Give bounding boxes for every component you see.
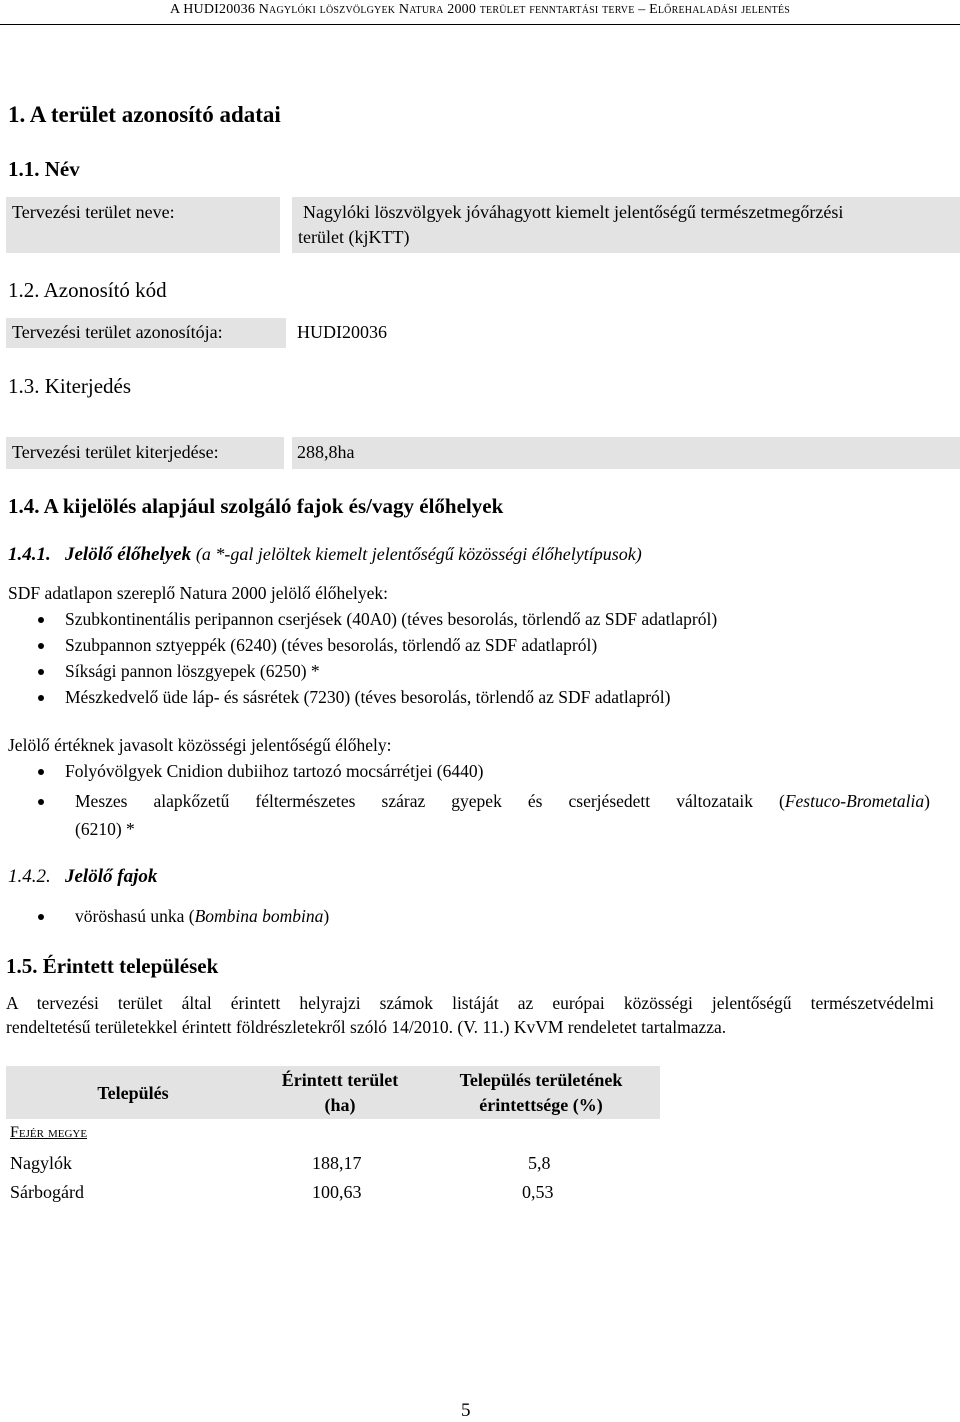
table-header-settlement: Település <box>97 1083 169 1103</box>
table-row-nagylok-area: 188,17 <box>312 1153 362 1173</box>
name-value-line2: terület (kjKTT) <box>298 227 410 247</box>
proposed-item-2-line1: Meszes alapkőzetű féltermészetes száraz gyepek és cserjésedett változataik (Festuco-Brometalia) <box>0 788 930 814</box>
table-row-nagylok-name: Nagylók <box>10 1153 72 1173</box>
sdf-habitat-list <box>0 606 960 710</box>
section-1-4-1-number: 1.4.1. <box>8 544 51 565</box>
sdf-intro: SDF adatlapon szereplő Natura 2000 jelölő élőhelyek: <box>8 583 389 603</box>
proposed-item-2-line2: (6210) * <box>75 819 135 839</box>
header-rule <box>0 24 960 25</box>
section-1-heading: 1. A terület azonosító adatai <box>8 102 281 127</box>
county-label: Fejér megye <box>10 1124 88 1141</box>
species-list <box>0 903 960 929</box>
proposed-intro: Jelölő értéknek javasolt közösségi jelentőségű élőhely: <box>8 735 392 755</box>
running-header: A HUDI20036 Nagylóki löszvölgyek Natura 2000 terület fenntartási terve – Előrehaladási jelentés <box>169 2 791 17</box>
extent-value: 288,8ha <box>297 442 355 462</box>
list-item: Mészkedvelő üde láp- és sásrétek (7230) (téves besorolás, törlendő az SDF adatlapról) <box>0 684 960 710</box>
list-item: Folyóvölgyek Cnidion dubiihoz tartozó mocsárrétjei (6440) <box>0 758 960 784</box>
name-value-line1: Nagylóki löszvölgyek jóváhagyott kiemelt jelentőségű természetmegőrzési <box>303 202 844 222</box>
section-1-4-heading: 1.4. A kijelölés alapjául szolgáló fajok és/vagy élőhelyek <box>8 494 504 518</box>
name-label-box <box>6 197 280 253</box>
name-value-box <box>292 197 960 253</box>
proposed-item-2 <box>0 788 930 842</box>
section-1-2-heading: 1.2. Azonosító kód <box>8 278 167 302</box>
settlements-para-line2: rendeltetésű területekkel érintett földrészletekről szóló 14/2010. (V. 11.) KvVM rendeletet tartalmazza. <box>6 1017 727 1037</box>
section-1-4-1-subtitle: (a *-gal jelöltek kiemelt jelentőségű közösségi élőhelytípusok) <box>195 544 642 564</box>
list-item: Síksági pannon löszgyepek (6250) * <box>0 658 960 684</box>
list-item: Szubkontinentális peripannon cserjések (40A0) (téves besorolás, törlendő az SDF adatlapról) <box>0 606 960 632</box>
code-label: Tervezési terület azonosítója: <box>12 322 223 342</box>
section-1-4-2-title: Jelölő fajok <box>65 866 158 887</box>
extent-label-box <box>6 437 284 469</box>
table-row-nagylok-pct: 5,8 <box>528 1153 551 1173</box>
section-1-4-1-heading <box>8 544 642 566</box>
table-header-percent: Település területének érintettsége (%) <box>459 1070 623 1115</box>
bullet-dot <box>38 914 44 920</box>
extent-label: Tervezési terület kiterjedése: <box>12 442 219 462</box>
section-1-4-2-number: 1.4.2. <box>8 866 51 887</box>
bullet-dot <box>38 799 44 805</box>
list-item: Szubpannon sztyeppék (6240) (téves besorolás, törlendő az SDF adatlapról) <box>0 632 960 658</box>
section-1-4-1-title: Jelölő élőhelyek <box>65 544 192 565</box>
table-header-area: Érintett terület (ha) <box>281 1070 399 1115</box>
section-1-5-heading: 1.5. Érintett települések <box>6 954 219 978</box>
section-1-1-heading: 1.1. Név <box>8 157 80 181</box>
code-value: HUDI20036 <box>297 322 387 342</box>
code-label-box <box>6 318 286 348</box>
list-item: vöröshasú unka (Bombina bombina) <box>0 903 960 929</box>
page-number: 5 <box>461 1400 471 1421</box>
table-row-sarbogard-name: Sárbogárd <box>10 1182 84 1202</box>
section-1-3-heading: 1.3. Kiterjedés <box>8 374 132 398</box>
proposed-habitat-list <box>0 758 960 784</box>
extent-value-box <box>292 437 960 469</box>
table-row-sarbogard-pct: 0,53 <box>522 1182 554 1202</box>
settlements-para-line1: A tervezési terület által érintett helyrajzi számok listáját az európai közösségi jelentőségű természetvédelmi <box>6 993 934 1013</box>
section-1-4-2-heading <box>8 866 157 888</box>
name-label: Tervezési terület neve: <box>12 202 175 222</box>
table-row-sarbogard-area: 100,63 <box>312 1182 362 1202</box>
